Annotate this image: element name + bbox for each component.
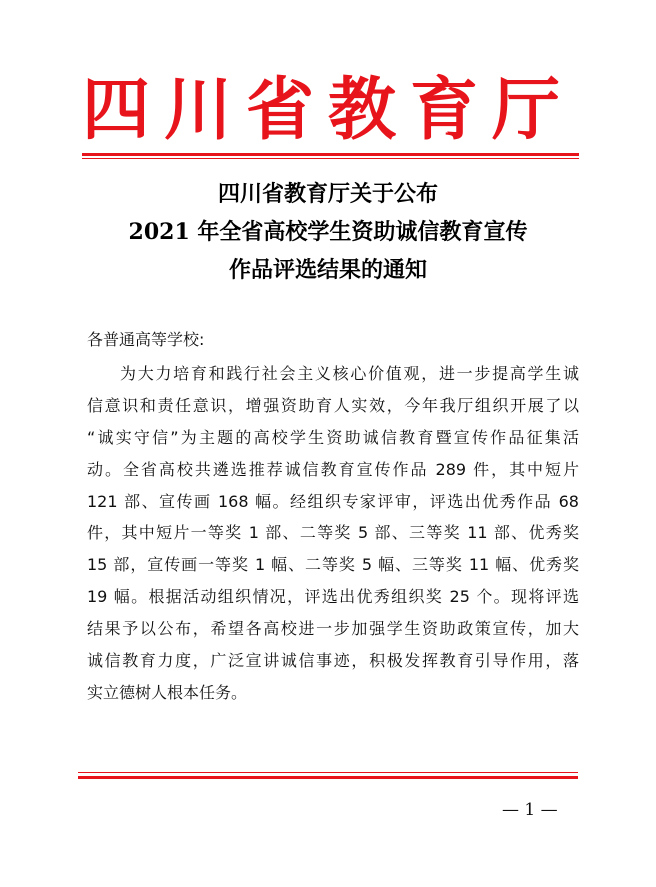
masthead-rule-thin <box>82 158 579 159</box>
masthead: 四川省教育厅 <box>81 70 574 150</box>
body-line: “诚实守信”为主题的高校学生资助诚信教育暨宣传作品征集活 <box>87 427 579 447</box>
masthead-rule-thick <box>82 153 579 156</box>
body-line: 结果予以公布，希望各高校进一步加强学生资助政策宣传，加大 <box>87 619 579 639</box>
body-line: 实立德树人根本任务。 <box>87 682 248 702</box>
body-line: 为大力培育和践行社会主义核心价值观，进一步提高学生诚 <box>120 364 579 383</box>
body-text <box>87 358 579 709</box>
body-line: 诚信教育力度，广泛宣讲诚信事迹，积极发挥教育引导作用，落 <box>87 651 579 671</box>
salutation: 各普通高等学校: <box>87 330 205 349</box>
body-line: 动。全省高校共遴选推荐诚信教育宣传作品 289 件，其中短片 <box>87 459 579 479</box>
footer-rule-thick <box>78 776 578 779</box>
page-number: — 1 — <box>502 800 558 820</box>
body-line: 信意识和责任意识，增强资助育人实效，今年我厅组织开展了以 <box>87 395 579 415</box>
body-line: 15 部，宣传画一等奖 1 幅、二等奖 5 幅、三等奖 11 幅、优秀奖 <box>87 555 579 575</box>
body-line: 件，其中短片一等奖 1 部、二等奖 5 部、三等奖 11 部、优秀奖 <box>87 523 579 543</box>
body-line: 121 部、宣传画 168 幅。经组织专家评审，评选出优秀作品 68 <box>87 491 579 511</box>
body-line: 19 幅。根据活动组织情况，评选出优秀组织奖 25 个。现将评选 <box>87 587 579 607</box>
title-line-3: 作品评选结果的通知 <box>228 257 427 283</box>
footer-rule-thin <box>78 772 578 773</box>
document-title <box>0 175 656 289</box>
title-line-2: 2021 年全省高校学生资助诚信教育宣传 <box>128 219 528 245</box>
title-line-1: 四川省教育厅关于公布 <box>217 181 438 207</box>
